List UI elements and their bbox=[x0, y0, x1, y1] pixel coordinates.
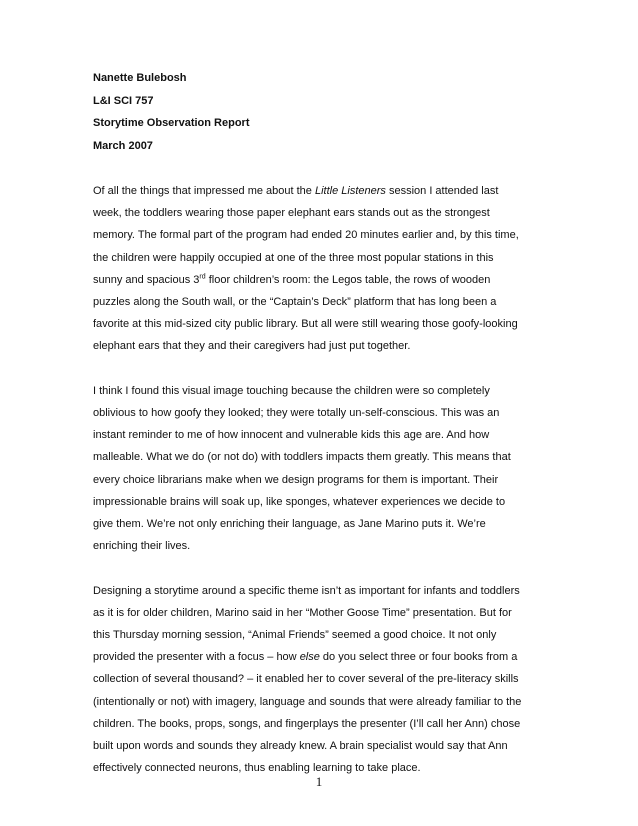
document-header bbox=[93, 67, 553, 157]
text-line bbox=[93, 269, 549, 291]
text-line: favorite at this mid-sized city public library. But all were still wearing those goofy-looking bbox=[93, 318, 518, 331]
text-run: session I attended last bbox=[385, 185, 499, 197]
text-line: the children were happily occupied at one of the three most popular stations in this bbox=[93, 251, 494, 264]
paragraph-2 bbox=[93, 380, 549, 558]
text-line: Designing a storytime around a specific theme isn’t as important for infants and toddlers bbox=[93, 584, 520, 597]
text-line: impressionable brains will soak up, like sponges, whatever experiences we decide to bbox=[93, 495, 506, 508]
text-line: as it is for older children, Marino said in her “Mother Goose Time” presentation. But for bbox=[93, 606, 512, 619]
text-run: Of all the things that impressed me about the bbox=[93, 185, 315, 197]
course-code: L&I SCI 757 bbox=[93, 94, 154, 107]
text-line: every choice librarians make when we design programs for them is important. Their bbox=[93, 473, 499, 486]
text-line: effectively connected neurons, thus enabling learning to take place. bbox=[93, 762, 421, 775]
text-line: collection of several thousand? – it enabled her to cover several of the pre-literacy skills bbox=[93, 673, 519, 686]
program-name-italic: Little Listeners bbox=[314, 185, 386, 197]
text-run: sunny and spacious 3 bbox=[93, 273, 200, 286]
text-line: built upon words and sounds they already knew. A brain specialist would say that Ann bbox=[93, 740, 508, 753]
text-line: this Thursday morning session, “Animal Friends” seemed a good choice. It not only bbox=[93, 629, 497, 642]
text-run: provided the presenter with a focus – how bbox=[93, 651, 300, 664]
text-run: floor children’s room: the Legos table, the rows of wooden bbox=[205, 273, 491, 286]
document-body bbox=[93, 180, 549, 802]
text-line: malleable. What we do (or not do) with toddlers impacts them greatly. This means that bbox=[93, 451, 511, 464]
text-line bbox=[93, 180, 549, 202]
text-line: elephant ears that they and their caregivers had just put together. bbox=[93, 340, 411, 353]
page-number: 1 bbox=[315, 774, 323, 789]
text-line: memory. The formal part of the program had ended 20 minutes earlier and, by this time, bbox=[93, 229, 519, 242]
report-date: March 2007 bbox=[93, 139, 153, 152]
text-run: do you select three or four books from a bbox=[319, 651, 518, 664]
text-line bbox=[93, 646, 549, 668]
paragraph-3 bbox=[93, 580, 549, 780]
text-line: oblivious to how goofy they looked; they were totally un-self-conscious. This was an bbox=[93, 407, 500, 420]
text-line: give them. We’re not only enriching their language, as Jane Marino puts it. We’re bbox=[93, 518, 486, 531]
report-title: Storytime Observation Report bbox=[93, 117, 250, 129]
text-line: (intentionally or not) with imagery, language and sounds that were already familiar to the bbox=[93, 695, 522, 708]
text-line: enriching their lives. bbox=[93, 540, 191, 553]
ordinal-superscript: rd bbox=[199, 273, 206, 281]
emphasis-italic: else bbox=[299, 651, 320, 664]
text-line: puzzles along the South wall, or the “Captain’s Deck” platform that has long been a bbox=[93, 296, 497, 309]
text-line: children. The books, props, songs, and fingerplays the presenter (I’ll call her Ann) chose bbox=[93, 717, 521, 730]
text-line: I think I found this visual image touching because the children were so completely bbox=[93, 384, 490, 397]
author-name: Nanette Bulebosh bbox=[93, 72, 187, 84]
paragraph-1 bbox=[93, 180, 549, 358]
text-line: week, the toddlers wearing those paper elephant ears stands out as the strongest bbox=[93, 207, 490, 220]
text-line: instant reminder to me of how innocent and vulnerable kids this age are. And how bbox=[93, 429, 490, 442]
